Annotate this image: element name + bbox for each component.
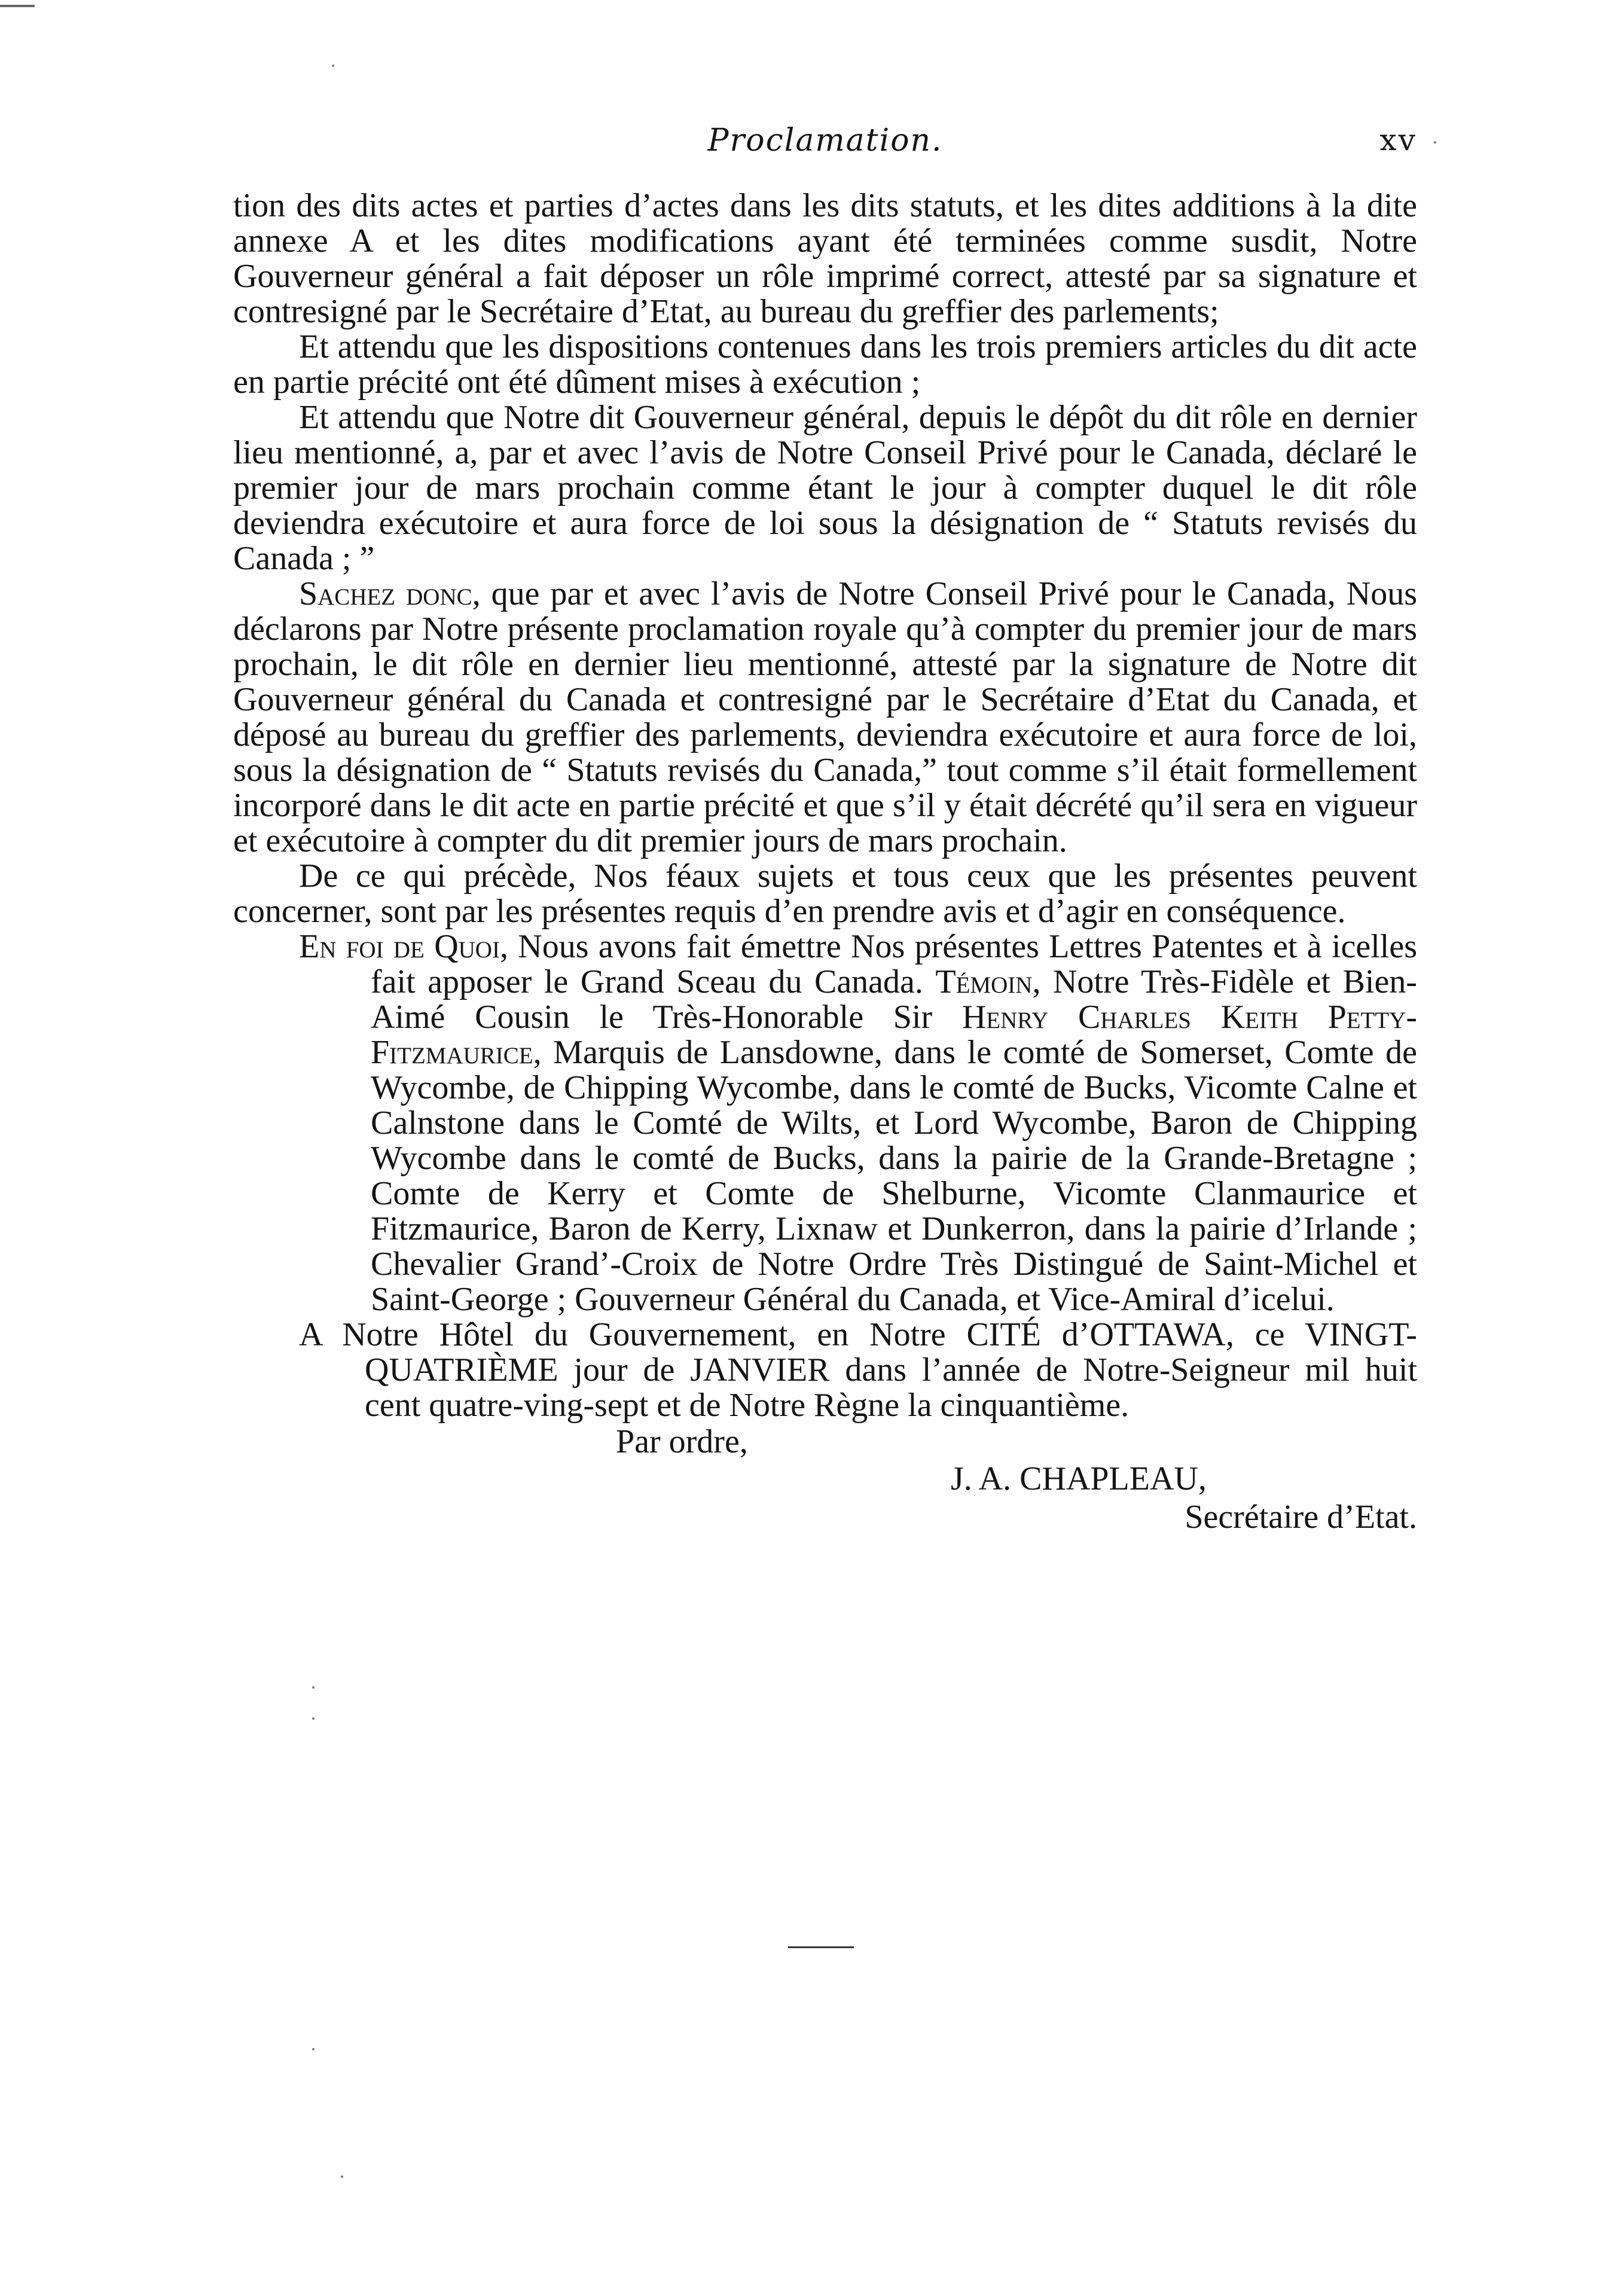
paragraph-6: [299, 929, 1417, 1317]
body-text: [233, 188, 1417, 1543]
paragraph-1: tion des dits actes et parties d’actes dans les dits statuts, et les dites additions à la dite annexe A et les dites modifications ayant été terminées comme susdit, Notre Gouverneur général a fait déposer un rôle imprimé correct, attesté par sa signature et contresigné par le Secrétaire d’Etat, au bureau du greffier des parlements;: [233, 187, 1417, 330]
speck: [332, 65, 334, 67]
paragraph-7: A Notre Hôtel du Gouvernement, en Notre CITÉ d’OTTAWA, ce VINGT-QUATRIÈME jour de JANVIER dans l’année de Notre-Seigneur mil huit cent quatre-ving-sept et de Notre Règne la cinquantième.: [299, 1316, 1417, 1424]
paragraph-4-rest: , que par et avec l’avis de Notre Conseil Privé pour le Canada, Nous déclarons par Notre présente proclamation royale qu’à compter du premier jour de mars prochain, le dit rôle en dernier lieu mentionné, attesté par la signature de Notre dit Gouverneur général du Canada et contresigné par le Secrétaire d’Etat du Canada, et déposé au bureau du greffier des parlements, deviendra exécutoire et aura force de loi, sous la désignation de “ Statuts revisés du Canada,” tout comme s’il était formellement incorporé dans le dit acte en partie précité et que s’il y était décrété qu’il sera en vigueur et exécutoire à compter du dit premier jours de mars prochain.: [233, 575, 1418, 859]
speck: [312, 1717, 315, 1720]
paragraph-4: [233, 576, 1417, 859]
en-foi-de-quoi-lead: En foi de Quoi: [299, 928, 500, 965]
signer-name: J. A. CHAPLEAU,: [951, 1460, 1207, 1497]
scan-mark: [0, 5, 35, 7]
speck: [1434, 141, 1436, 144]
by-order-label: Par ordre,: [616, 1423, 748, 1460]
page-header: [233, 123, 1417, 164]
paragraph-3: Et attendu que Notre dit Gouverneur général, depuis le dépôt du dit rôle en dernier lieu mentionné, a, par et avec l’avis de Notre Conseil Privé pour le Canada, déclaré le premier jour de mars prochain comme étant le jour à compter duquel le dit rôle deviendra exécutoire et aura force de loi sous la désignation de “ Statuts revisés du Canada ; ”: [233, 399, 1417, 577]
signer-title: Secrétaire d’Etat.: [1185, 1499, 1417, 1536]
sachez-donc-lead: Sachez donc: [299, 575, 472, 612]
governor-name: Henry Charles Keith Petty-Fitzmaurice: [371, 999, 1417, 1071]
page-number: xv: [1379, 123, 1417, 157]
paragraph-6-part-a: , Nous avons fait émettre Nos présentes Lettres Patentes et à icelles fait apposer le Grand Sceau du Canada.: [371, 928, 1417, 1000]
speck: [312, 2048, 315, 2050]
paragraph-2: Et attendu que les dispositions contenues dans les trois premiers articles du dit acte en partie précité ont été dûment mises à exécution ;: [233, 328, 1417, 401]
paragraph-6-part-b: , Notre Très-Fidèle et Bien-Aimé Cousin le Très-Honorable Sir: [371, 963, 1417, 1036]
speck: [312, 1686, 315, 1689]
paragraph-5: De ce qui précède, Nos féaux sujets et tous ceux que les présentes peuvent concerner, sont par les présentes requis d’en prendre avis et d’agir en conséquence.: [233, 857, 1417, 930]
temoin-word: Témoin: [935, 963, 1033, 1000]
running-title: Proclamation.: [707, 123, 943, 158]
end-rule: [788, 1946, 854, 1948]
signoff: [233, 1423, 1417, 1543]
paragraph-6-part-c: , Marquis de Lansdowne, dans le comté de Somerset, Comte de Wycombe, de Chipping Wycombe, dans le comté de Bucks, Vicomte Calne et Calnstone dans le Comté de Wilts, et Lord Wycombe, Baron de Chipping Wycombe dans le comté de Bucks, dans la pairie de la Grande-Bretagne ; Comte de Kerry et Comte de Shelburne, Vicomte Clanmaurice et Fitzmaurice, Baron de Kerry, Lixnaw et Dunkerron, dans la pairie d’Irlande ; Chevalier Grand’-Croix de Notre Ordre Très Distingué de Saint-Michel et Saint-George ; Gouverneur Général du Canada, et Vice-Amiral d’icelui.: [371, 1034, 1417, 1318]
speck: [341, 2175, 343, 2178]
